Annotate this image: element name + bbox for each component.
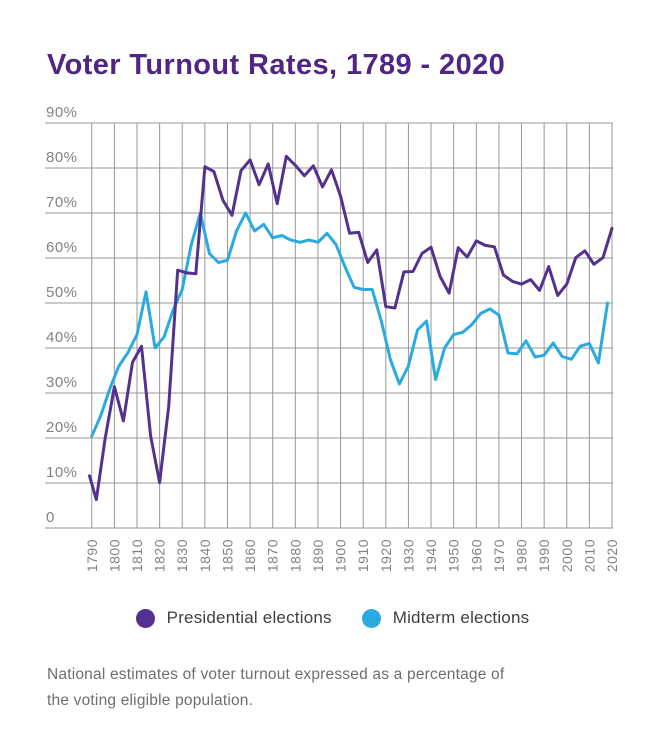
svg-text:1940: 1940 [423,539,440,573]
svg-text:50%: 50% [46,284,78,301]
chart-legend [0,604,665,632]
svg-text:40%: 40% [46,329,78,346]
svg-text:1870: 1870 [264,539,281,573]
svg-text:1880: 1880 [287,539,304,573]
svg-text:1890: 1890 [309,539,326,573]
svg-text:60%: 60% [46,239,78,256]
svg-text:1900: 1900 [332,539,349,573]
chart-footnote [47,662,637,714]
svg-text:30%: 30% [46,374,78,391]
legend-item-presidential [136,608,332,628]
presidential-legend-dot-icon [136,609,155,628]
svg-text:1980: 1980 [513,539,530,573]
svg-text:1910: 1910 [355,539,372,573]
svg-text:1850: 1850 [219,539,236,573]
svg-text:1800: 1800 [106,539,123,573]
svg-text:1960: 1960 [468,539,485,573]
svg-text:80%: 80% [46,149,78,166]
page-title: Voter Turnout Rates, 1789 - 2020 [47,49,506,82]
svg-text:0: 0 [46,509,55,526]
legend-label: Midterm elections [392,608,530,627]
svg-text:1930: 1930 [400,539,417,573]
svg-text:2010: 2010 [581,539,598,573]
svg-text:2000: 2000 [558,539,575,573]
legend-label: Presidential elections [166,608,332,627]
footnote-line: the voting eligible population. [47,692,254,709]
svg-text:1860: 1860 [242,539,259,573]
legend-item-midterm [362,608,530,628]
svg-text:20%: 20% [46,419,78,436]
svg-text:1920: 1920 [377,539,394,573]
svg-text:70%: 70% [46,194,78,211]
svg-text:1840: 1840 [196,539,213,573]
svg-text:1790: 1790 [83,539,100,573]
svg-text:1950: 1950 [445,539,462,573]
svg-text:1810: 1810 [129,539,145,573]
svg-text:90%: 90% [46,104,78,121]
svg-text:1970: 1970 [490,539,507,573]
svg-text:1990: 1990 [536,539,553,573]
svg-text:1830: 1830 [174,539,191,573]
svg-text:1820: 1820 [151,539,168,573]
footnote-line: National estimates of voter turnout expressed as a percentage of [47,666,505,683]
svg-text:10%: 10% [46,464,78,481]
svg-text:2020: 2020 [604,539,620,573]
midterm-legend-dot-icon [362,609,381,628]
